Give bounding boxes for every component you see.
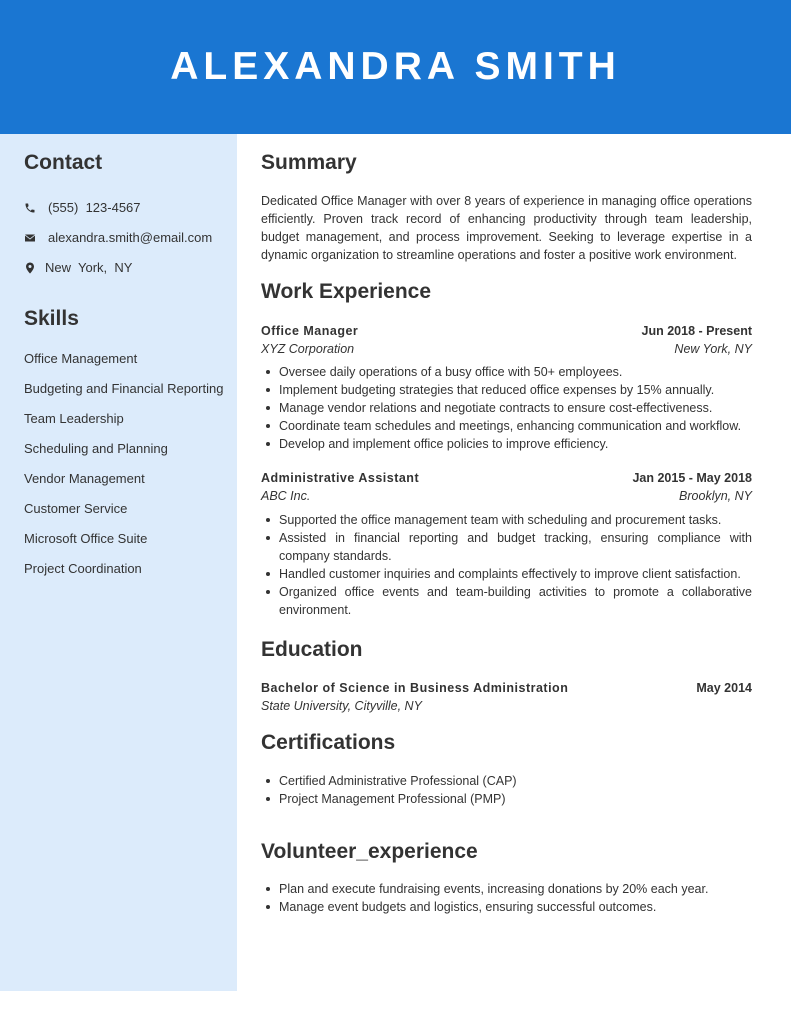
skills-heading: Skills xyxy=(24,307,79,330)
contact-email xyxy=(24,230,212,245)
list-item: Coordinate team schedules and meetings, enhancing communication and workflow. xyxy=(261,417,752,435)
skill-item: Microsoft Office Suite xyxy=(24,531,148,546)
certifications-list xyxy=(261,772,752,808)
list-item: Handled customer inquiries and complaints effectively to improve client satisfaction. xyxy=(261,565,752,583)
contact-phone-text: (555) 123-4567 xyxy=(48,200,141,215)
list-item: Manage event budgets and logistics, ensuring successful outcomes. xyxy=(261,898,752,916)
job-header xyxy=(261,471,752,485)
list-item: Certified Administrative Professional (CAP) xyxy=(261,772,752,790)
contact-phone xyxy=(24,200,141,215)
candidate-name: ALEXANDRA SMITH xyxy=(170,44,621,88)
work-experience-heading: Work Experience xyxy=(261,280,432,303)
contact-location xyxy=(24,260,132,275)
job-company: XYZ Corporation xyxy=(261,342,355,356)
education-header xyxy=(261,681,752,695)
job-subheader xyxy=(261,489,752,503)
skill-item: Project Coordination xyxy=(24,561,142,576)
job-bullets xyxy=(261,511,752,619)
summary-text: Dedicated Office Manager with over 8 years of experience in managing office operations efficiently. Proven track record of enhancing productivity through team leadership, budget management, and process improvement. Seeking to leverage expertise in a dynamic organization to streamline operations and foster a positive work environment. xyxy=(261,194,752,262)
volunteer-list xyxy=(261,880,752,916)
resume-header xyxy=(0,0,791,134)
job-dates: Jun 2018 - Present xyxy=(641,324,752,338)
contact-heading: Contact xyxy=(24,151,103,174)
certifications-heading: Certifications xyxy=(261,731,396,754)
list-item: Supported the office management team with scheduling and procurement tasks. xyxy=(261,511,752,529)
job-company: ABC Inc. xyxy=(261,489,311,503)
skill-item: Customer Service xyxy=(24,501,128,516)
education-heading: Education xyxy=(261,638,363,661)
sidebar xyxy=(0,134,237,991)
education-school: State University, Cityville, NY xyxy=(261,699,422,713)
list-item: Implement budgeting strategies that reduced office expenses by 15% annually. xyxy=(261,381,752,399)
job-subheader xyxy=(261,342,752,356)
job-location: Brooklyn, NY xyxy=(679,489,752,503)
list-item: Manage vendor relations and negotiate contracts to ensure cost-effectiveness. xyxy=(261,399,752,417)
volunteer-heading: Volunteer_experience xyxy=(261,840,478,863)
job-location: New York, NY xyxy=(674,342,752,356)
envelope-icon xyxy=(24,232,36,244)
contact-email-text: alexandra.smith@email.com xyxy=(48,230,213,245)
list-item: Project Management Professional (PMP) xyxy=(261,790,752,808)
skill-item: Team Leadership xyxy=(24,411,124,426)
education-degree: Bachelor of Science in Business Administration xyxy=(261,681,569,695)
education-subheader xyxy=(261,699,752,713)
list-item: Plan and execute fundraising events, increasing donations by 20% each year. xyxy=(261,880,752,898)
skill-item: Budgeting and Financial Reporting xyxy=(24,381,224,396)
skill-item: Scheduling and Planning xyxy=(24,441,168,456)
contact-location-text: New York, NY xyxy=(45,260,133,275)
education-date: May 2014 xyxy=(696,681,752,695)
job-header xyxy=(261,324,752,338)
job-bullets xyxy=(261,363,752,453)
skill-item: Office Management xyxy=(24,351,138,366)
map-pin-icon xyxy=(24,262,36,274)
job-role: Office Manager xyxy=(261,324,359,338)
phone-icon xyxy=(24,202,36,214)
skill-item: Vendor Management xyxy=(24,471,145,486)
list-item: Oversee daily operations of a busy office with 50+ employees. xyxy=(261,363,752,381)
list-item: Organized office events and team-building activities to promote a collaborative environment. xyxy=(261,583,752,619)
summary-heading: Summary xyxy=(261,151,357,174)
list-item: Assisted in financial reporting and budget tracking, ensuring compliance with company standards. xyxy=(261,529,752,565)
list-item: Develop and implement office policies to improve efficiency. xyxy=(261,435,752,453)
job-role: Administrative Assistant xyxy=(261,471,420,485)
job-dates: Jan 2015 - May 2018 xyxy=(632,471,752,485)
